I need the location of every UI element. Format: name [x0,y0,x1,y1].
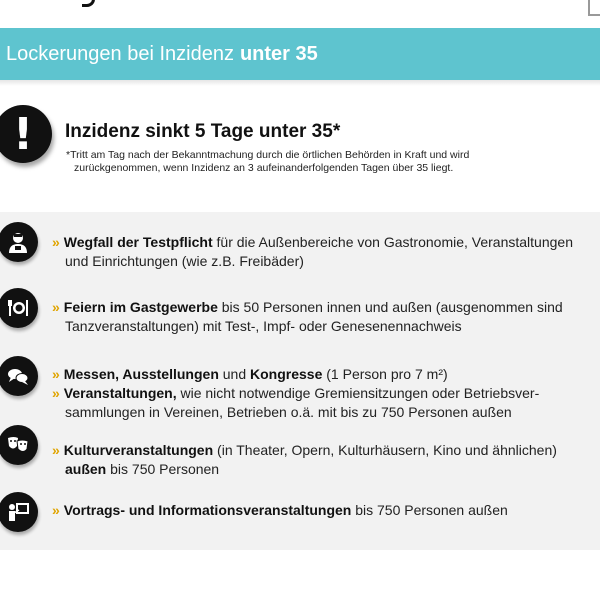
item-3b-line-2: sammlungen in Vereinen, Betrieben o.ä. mit bis zu 750 Personen außen [65,404,512,420]
chevron-icon: » [52,234,60,250]
list-item-1 [52,233,573,271]
list-item-3 [52,365,539,422]
item-5-bold: Vortrags- und Informationsveranstaltungen [63,502,352,518]
chevron-icon: » [52,366,60,382]
chevron-icon: » [52,299,60,315]
list-item-4 [52,441,557,479]
item-3a-mid: und [218,366,251,382]
item-4-bold: Kulturveranstaltungen [63,442,214,458]
cropped-glyph [82,0,95,7]
item-4-rest: (in Theater, Opern, Kulturhäusern, Kino und ähnlichen) [213,442,557,458]
item-2-line-2: Tanzveranstaltungen) mit Test-, Impf- oder Genesenennachweis [65,318,462,334]
item-2-rest: bis 50 Personen innen und außen (ausgenommen sind [217,299,563,315]
list-item-5 [52,501,508,520]
item-3a-rest: (1 Person pro 7 m²) [322,366,448,382]
banner-title-bold: unter 35 [239,42,318,65]
item-5-rest: bis 750 Personen außen [351,502,508,518]
corner-mark [588,0,600,16]
chevron-icon: » [52,442,60,458]
item-3a-bold-1: Messen, Ausstellungen [63,366,219,382]
exclamation-icon: ! [0,105,52,163]
warning-badge [0,105,50,167]
top-strip [0,0,600,28]
banner [0,28,600,80]
item-4-line-2-bold: außen [65,461,107,477]
item-1-rest: für die Außenbereiche von Gastronomie, Veranstaltungen [212,234,573,250]
headline: Inzidenz sinkt 5 Tage unter 35* [65,121,341,142]
footnote-line-1: *Tritt am Tag nach der Bekanntmachung durch die örtlichen Behörden in Kraft und wird [66,149,470,161]
footnote [66,149,536,175]
item-3b-bold: Veranstaltungen, [63,385,177,401]
item-1-line-2: und Einrichtungen (wie z.B. Freibäder) [65,253,304,269]
item-1-bold: Wegfall der Testpflicht [63,234,213,250]
item-2-bold: Feiern im Gastgewerbe [63,299,218,315]
banner-title-regular: Lockerungen bei Inzidenz [6,42,234,65]
list-item-2 [52,298,563,336]
chevron-icon: » [52,502,60,518]
footnote-line-2: zurückgenommen, wenn Inzidenz an 3 aufeinanderfolgenden Tagen über 35 liegt. [74,162,454,174]
item-3a-bold-2: Kongresse [250,366,323,382]
chevron-icon: » [52,385,60,401]
item-4-line-2-rest: bis 750 Personen [106,461,220,477]
banner-shadow [0,80,600,86]
item-3b-rest: wie nicht notwendige Gremiensitzungen oder Betriebsver- [176,385,540,401]
